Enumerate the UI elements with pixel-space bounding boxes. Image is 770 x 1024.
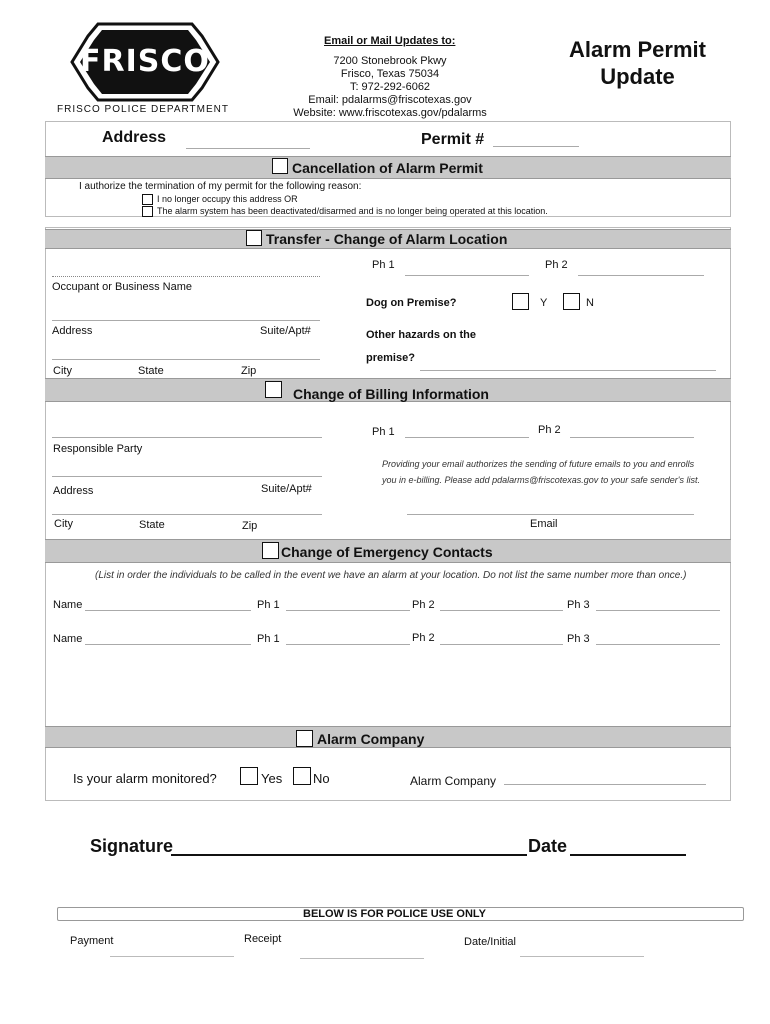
contact2-name-label: Name xyxy=(53,633,83,645)
payment-label: Payment xyxy=(70,935,114,947)
monitored-label: Is your alarm monitored? xyxy=(73,771,217,786)
billing-ph2-field[interactable] xyxy=(570,437,694,438)
emergency-checkbox[interactable] xyxy=(262,542,279,559)
dog-yes-checkbox[interactable] xyxy=(512,293,529,310)
address-line1: 7200 Stonebrook Pkwy xyxy=(333,55,447,67)
billing-ph2-label: Ph 2 xyxy=(538,424,561,436)
billing-note-line1: Providing your email authorizes the sending of future emails to you and enrolls xyxy=(382,459,695,469)
phone-text: T: 972-292-6062 xyxy=(349,81,431,93)
transfer-title: Transfer - Change of Alarm Location xyxy=(266,231,508,247)
contact1-ph2-field[interactable] xyxy=(440,610,563,611)
billing-address-label: Address xyxy=(53,485,94,497)
dog-yes-label: Y xyxy=(540,297,548,309)
address-field[interactable] xyxy=(186,148,310,149)
signature-label: Signature xyxy=(90,836,174,856)
responsible-party-label: Responsible Party xyxy=(53,443,143,455)
emergency-instructions: (List in order the individuals to be called in the event we have an alarm at your location. Do not list the same number more than once.) xyxy=(95,570,687,581)
permit-number-field[interactable] xyxy=(493,146,579,147)
billing-state-label: State xyxy=(139,519,165,531)
contact1-ph2-label: Ph 2 xyxy=(412,599,435,611)
transfer-ph2-field[interactable] xyxy=(578,275,704,276)
receipt-label: Receipt xyxy=(244,933,282,945)
billing-city-line[interactable] xyxy=(52,514,322,515)
billing-checkbox[interactable] xyxy=(265,381,282,398)
transfer-state-label: State xyxy=(138,365,164,377)
contact1-name-field[interactable] xyxy=(85,610,251,611)
dog-no-label: N xyxy=(586,297,594,309)
transfer-suite-label: Suite/Apt# xyxy=(260,325,311,337)
transfer-address-line[interactable] xyxy=(52,320,320,321)
billing-address-line[interactable] xyxy=(52,476,322,477)
contact2-ph1-field[interactable] xyxy=(286,644,410,645)
billing-suite-label: Suite/Apt# xyxy=(261,483,312,495)
dog-no-checkbox[interactable] xyxy=(563,293,580,310)
contact2-ph2-field[interactable] xyxy=(440,644,563,645)
transfer-city-label: City xyxy=(53,365,72,377)
billing-note-line2: you in e-billing. Please add pdalarms@friscotexas.gov to your safe sender's list. xyxy=(382,475,701,485)
billing-email-label: Email xyxy=(530,518,558,530)
hazards-field[interactable] xyxy=(420,370,716,371)
billing-zip-label: Zip xyxy=(242,520,258,532)
email-text: Email: pdalarms@friscotexas.gov xyxy=(308,94,472,106)
transfer-ph1-label: Ph 1 xyxy=(372,259,395,271)
contact1-ph1-field[interactable] xyxy=(286,610,410,611)
dog-label: Dog on Premise? xyxy=(366,297,457,309)
frisco-logo xyxy=(70,22,220,102)
signature-field[interactable] xyxy=(171,854,527,856)
police-use-heading: BELOW IS FOR POLICE USE ONLY xyxy=(303,908,486,920)
reason2-checkbox[interactable] xyxy=(142,206,153,217)
billing-ph1-field[interactable] xyxy=(405,437,529,438)
authorize-text: I authorize the termination of my permit for the following reason: xyxy=(79,181,362,192)
address-line2: Frisco, Texas 75034 xyxy=(340,68,440,80)
mail-heading: Email or Mail Updates to: xyxy=(324,35,456,47)
contact1-ph3-label: Ph 3 xyxy=(567,599,590,611)
billing-email-line[interactable] xyxy=(407,514,694,515)
transfer-address-label: Address xyxy=(52,325,93,337)
date-field[interactable] xyxy=(570,854,686,856)
address-label: Address xyxy=(102,129,167,146)
department-name: FRISCO POLICE DEPARTMENT xyxy=(57,104,229,115)
transfer-ph2-label: Ph 2 xyxy=(545,259,568,271)
company-name-label: Alarm Company xyxy=(410,774,497,788)
billing-city-label: City xyxy=(54,518,73,530)
monitored-no-checkbox[interactable] xyxy=(293,767,311,785)
occupant-field[interactable] xyxy=(52,276,320,277)
monitored-yes-checkbox[interactable] xyxy=(240,767,258,785)
monitored-no-label: No xyxy=(313,771,330,786)
billing-ph1-label: Ph 1 xyxy=(372,426,395,438)
contact-block xyxy=(270,55,510,120)
occupant-label: Occupant or Business Name xyxy=(52,281,193,293)
contact2-ph3-label: Ph 3 xyxy=(567,633,590,645)
company-name-field[interactable] xyxy=(504,784,706,785)
cancellation-checkbox[interactable] xyxy=(272,158,288,174)
date-label: Date xyxy=(528,836,568,856)
payment-field xyxy=(110,956,234,957)
transfer-checkbox[interactable] xyxy=(246,230,262,246)
permit-label: Permit # xyxy=(421,131,485,148)
cancellation-title: Cancellation of Alarm Permit xyxy=(292,160,483,176)
monitored-yes-label: Yes xyxy=(261,771,283,786)
contact2-ph2-label: Ph 2 xyxy=(412,632,435,644)
contact1-ph3-field[interactable] xyxy=(596,610,720,611)
receipt-field xyxy=(300,958,424,959)
date-initial-label: Date/Initial xyxy=(464,936,516,948)
company-title: Alarm Company xyxy=(317,731,425,747)
transfer-city-line[interactable] xyxy=(52,359,320,360)
hazards-label-line1: Other hazards on the xyxy=(366,329,477,341)
transfer-ph1-field[interactable] xyxy=(405,275,529,276)
reason1-checkbox[interactable] xyxy=(142,194,153,205)
emergency-title: Change of Emergency Contacts xyxy=(281,544,493,560)
responsible-party-line[interactable] xyxy=(52,437,322,438)
company-checkbox[interactable] xyxy=(296,730,313,747)
transfer-zip-label: Zip xyxy=(241,365,257,377)
logo-text: FRISCO xyxy=(80,44,210,79)
contact1-name-label: Name xyxy=(53,599,83,611)
reason2-text: The alarm system has been deactivated/disarmed and is no longer being operated at this location. xyxy=(157,206,548,216)
contact1-ph1-label: Ph 1 xyxy=(257,599,280,611)
form-title xyxy=(560,36,715,90)
contact2-ph1-label: Ph 1 xyxy=(257,633,280,645)
title-line1: Alarm Permit xyxy=(569,37,706,62)
reason1-text: I no longer occupy this address OR xyxy=(157,194,298,204)
contact2-ph3-field[interactable] xyxy=(596,644,720,645)
contact2-name-field[interactable] xyxy=(85,644,251,645)
date-initial-field xyxy=(520,956,644,957)
title-line2: Update xyxy=(600,64,675,89)
billing-title: Change of Billing Information xyxy=(293,386,489,402)
website-text: Website: www.friscotexas.gov/pdalarms xyxy=(293,107,487,119)
hazards-label-line2: premise? xyxy=(366,352,415,364)
